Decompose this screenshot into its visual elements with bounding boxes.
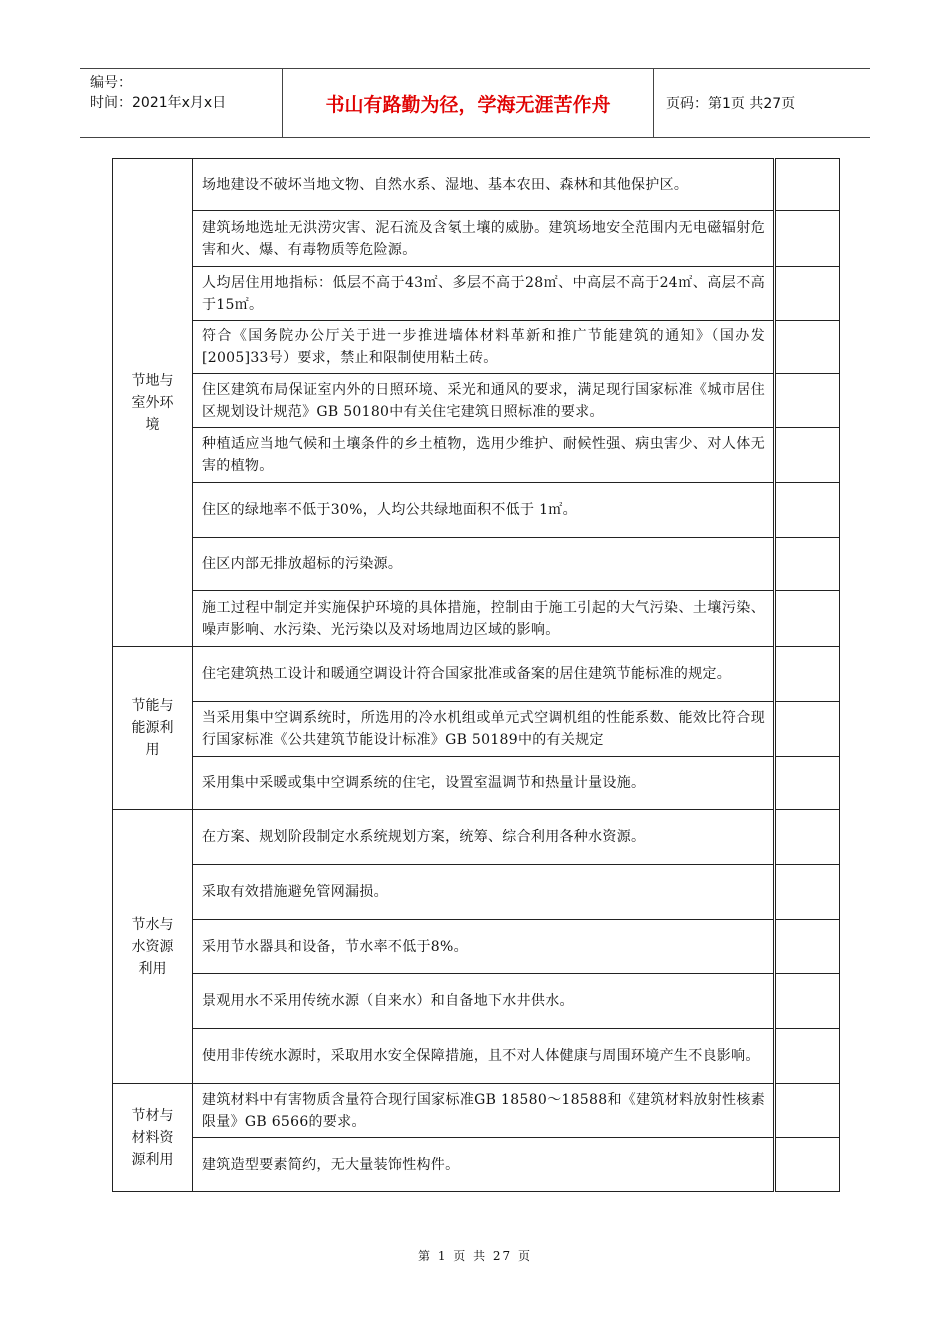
page-header: [80, 68, 870, 138]
criteria-item: 建筑场地选址无洪涝灾害、泥石流及含氡土壤的威胁。建筑场地安全范围内无电磁辐射危害和火、爆、有毒物质等危险源。: [193, 211, 775, 267]
check-cell[interactable]: [775, 647, 840, 702]
criteria-item: 在方案、规划阶段制定水系统规划方案，统筹、综合利用各种水资源。: [193, 810, 775, 865]
criteria-item: 采用节水器具和设备，节水率不低于8%。: [193, 920, 775, 974]
criteria-table: [112, 158, 840, 1192]
category-water: [113, 810, 193, 1084]
check-cell[interactable]: [775, 538, 840, 591]
check-cell[interactable]: [775, 702, 840, 757]
header-page-info: 页码：第1页 共27页: [666, 96, 796, 112]
check-cell[interactable]: [775, 810, 840, 865]
criteria-item: 种植适应当地气候和土壤条件的乡土植物，选用少维护、耐候性强、病虫害少、对人体无害的植物。: [193, 428, 775, 483]
category-land: [113, 159, 193, 647]
check-cell[interactable]: [775, 920, 840, 974]
check-cell[interactable]: [775, 1084, 840, 1138]
check-cell[interactable]: [775, 428, 840, 483]
category-materials: [113, 1084, 193, 1192]
check-cell[interactable]: [775, 483, 840, 538]
check-cell[interactable]: [775, 591, 840, 647]
criteria-item: 当采用集中空调系统时，所选用的冷水机组或单元式空调机组的性能系数、能效比符合现行国家标准《公共建筑节能设计标准》GB 50189中的有关规定: [193, 702, 775, 757]
category-label: 节材与材料资源利用: [131, 1107, 174, 1168]
check-cell[interactable]: [775, 374, 840, 428]
category-label: 节能与能源利用: [131, 698, 174, 758]
check-cell[interactable]: [775, 267, 840, 321]
criteria-item: 住区建筑布局保证室内外的日照环境、采光和通风的要求，满足现行国家标准《城市居住区规划设计规范》GB 50180中有关住宅建筑日照标准的要求。: [193, 374, 775, 428]
check-cell[interactable]: [775, 757, 840, 810]
serial-label: 编号：: [90, 75, 132, 91]
check-cell[interactable]: [775, 159, 840, 211]
time-label: 时间：2021年x月x日: [90, 95, 227, 111]
check-cell[interactable]: [775, 211, 840, 267]
criteria-item: 建筑造型要素简约，无大量装饰性构件。: [193, 1138, 775, 1192]
check-cell[interactable]: [775, 865, 840, 920]
criteria-item: 住区内部无排放超标的污染源。: [193, 538, 775, 591]
criteria-item: 景观用水不采用传统水源（自来水）和自备地下水井供水。: [193, 974, 775, 1029]
criteria-item: 场地建设不破坏当地文物、自然水系、湿地、基本农田、森林和其他保护区。: [193, 159, 775, 211]
category-label: 节水与水资源利用: [131, 916, 174, 977]
criteria-item: 符合《国务院办公厅关于进一步推进墙体材料革新和推广节能建筑的通知》（国办发[2005]33号）要求，禁止和限制使用粘土砖。: [193, 321, 775, 374]
criteria-item: 采取有效措施避免管网漏损。: [193, 865, 775, 920]
page-footer: 第 1 页 共 27 页: [418, 1249, 532, 1263]
criteria-item: 采用集中采暖或集中空调系统的住宅，设置室温调节和热量计量设施。: [193, 757, 775, 810]
category-label: 节地与室外环境: [131, 372, 174, 433]
criteria-item: 住区的绿地率不低于30%，人均公共绿地面积不低于 1㎡。: [193, 483, 775, 538]
criteria-item: 建筑材料中有害物质含量符合现行国家标准GB 18580～18588和《建筑材料放射性核素限量》GB 6566的要求。: [193, 1084, 775, 1138]
header-info: [80, 69, 282, 137]
criteria-item: 住宅建筑热工设计和暖通空调设计符合国家批准或备案的居住建筑节能标准的规定。: [193, 647, 775, 702]
criteria-item: 施工过程中制定并实施保护环境的具体措施，控制由于施工引起的大气污染、土壤污染、噪声影响、水污染、光污染以及对场地周边区域的影响。: [193, 591, 775, 647]
header-motto: 书山有路勤为径，学海无涯苦作舟: [282, 69, 654, 137]
check-cell[interactable]: [775, 974, 840, 1029]
check-cell[interactable]: [775, 321, 840, 374]
check-cell[interactable]: [775, 1138, 840, 1192]
category-energy: [113, 647, 193, 810]
check-cell[interactable]: [775, 1029, 840, 1084]
criteria-item: 人均居住用地指标：低层不高于43㎡、多层不高于28㎡、中高层不高于24㎡、高层不高于15㎡。: [193, 267, 775, 321]
criteria-item: 使用非传统水源时，采取用水安全保障措施，且不对人体健康与周围环境产生不良影响。: [193, 1029, 775, 1084]
